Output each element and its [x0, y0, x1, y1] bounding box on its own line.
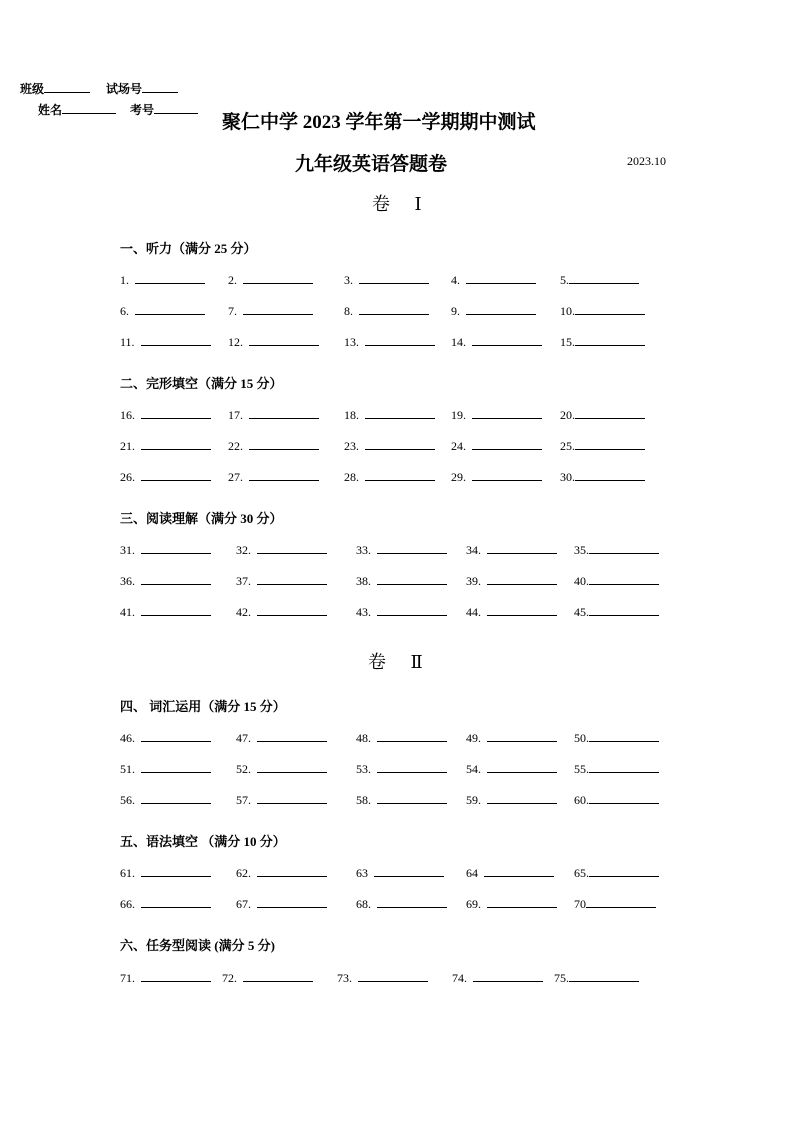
answer-item: [451, 271, 536, 288]
answer-blank[interactable]: [589, 791, 659, 804]
answer-item: [236, 864, 327, 881]
answer-blank[interactable]: [141, 437, 211, 450]
question-number: 52.: [236, 762, 251, 776]
answer-item: [120, 333, 211, 350]
answer-blank[interactable]: [249, 406, 319, 419]
question-number: 66.: [120, 897, 135, 911]
answer-item: [120, 729, 211, 746]
answer-item: [120, 468, 211, 485]
answer-item: [560, 271, 639, 288]
question-number: 21.: [120, 439, 135, 453]
question-number: 36.: [120, 574, 135, 588]
answer-item: [560, 406, 645, 423]
section-heading: 六、任务型阅读 (满分 5 分): [120, 938, 275, 953]
answer-blank[interactable]: [358, 969, 428, 982]
answer-blank[interactable]: [569, 969, 639, 982]
question-number: 12.: [228, 335, 243, 349]
answer-item: [356, 895, 447, 912]
answer-item: [466, 541, 557, 558]
answer-item: [554, 969, 639, 986]
room-label: 试场号: [106, 82, 143, 96]
section-heading: 五、语法填空 （满分 10 分）: [120, 834, 286, 849]
answer-item: [574, 760, 659, 777]
answer-blank[interactable]: [377, 541, 447, 554]
class-blank[interactable]: [44, 80, 90, 93]
answer-item: [344, 437, 435, 454]
answer-blank[interactable]: [141, 729, 211, 742]
answer-blank[interactable]: [487, 760, 557, 773]
answer-item: [452, 969, 543, 986]
answer-blank[interactable]: [377, 791, 447, 804]
answer-blank[interactable]: [257, 760, 327, 773]
answer-blank[interactable]: [589, 603, 659, 616]
answer-item: [120, 302, 205, 319]
answer-item: [120, 760, 211, 777]
question-number: 54.: [466, 762, 481, 776]
answer-item: [466, 895, 557, 912]
question-number: 24.: [451, 439, 466, 453]
answer-item: [222, 969, 313, 986]
question-number: 6.: [120, 304, 129, 318]
answer-item: [574, 864, 659, 881]
answer-item: [344, 271, 429, 288]
answer-row: [120, 729, 700, 745]
answer-blank[interactable]: [487, 895, 557, 908]
answer-item: [560, 302, 645, 319]
answer-row: [120, 541, 700, 557]
answer-blank[interactable]: [487, 541, 557, 554]
answer-row: [120, 406, 700, 422]
answer-blank[interactable]: [487, 729, 557, 742]
question-number: 53.: [356, 762, 371, 776]
volume-1-heading: 卷 Ⅰ: [372, 194, 432, 214]
question-number: 49.: [466, 731, 481, 745]
answer-blank[interactable]: [377, 760, 447, 773]
answer-blank[interactable]: [589, 864, 659, 877]
answer-blank[interactable]: [249, 437, 319, 450]
question-number: 16.: [120, 408, 135, 422]
answer-row: [120, 760, 700, 776]
answer-blank[interactable]: [141, 333, 211, 346]
answer-blank[interactable]: [377, 572, 447, 585]
question-number: 31.: [120, 543, 135, 557]
answer-blank[interactable]: [589, 760, 659, 773]
answer-blank[interactable]: [243, 969, 313, 982]
class-field[interactable]: [20, 80, 178, 97]
answer-blank[interactable]: [487, 791, 557, 804]
page-subtitle: 九年级英语答题卷: [295, 154, 448, 175]
answer-item: [356, 791, 447, 808]
question-number: 3.: [344, 273, 353, 287]
answer-item: [451, 302, 536, 319]
answer-row: [120, 271, 700, 287]
answer-item: [236, 895, 327, 912]
question-number: 55.: [574, 762, 589, 776]
question-number: 69.: [466, 897, 481, 911]
question-number: 15.: [560, 335, 575, 349]
answer-item: [120, 603, 211, 620]
answer-item: [466, 791, 557, 808]
question-number: 51.: [120, 762, 135, 776]
answer-item: [236, 572, 327, 589]
answer-item: [451, 437, 542, 454]
answer-item: [236, 729, 327, 746]
question-number: 32.: [236, 543, 251, 557]
question-number: 63: [356, 866, 368, 880]
question-number: 60.: [574, 793, 589, 807]
question-number: 26.: [120, 470, 135, 484]
answer-item: [344, 333, 435, 350]
answer-blank[interactable]: [243, 271, 313, 284]
question-number: 59.: [466, 793, 481, 807]
question-number: 40.: [574, 574, 589, 588]
question-number: 7.: [228, 304, 237, 318]
answer-blank[interactable]: [466, 302, 536, 315]
answer-blank[interactable]: [472, 468, 542, 481]
answer-item: [236, 541, 327, 558]
answer-blank[interactable]: [487, 603, 557, 616]
question-number: 75.: [554, 971, 569, 985]
answer-item: [228, 333, 319, 350]
name-blank[interactable]: [62, 101, 116, 114]
question-number: 44.: [466, 605, 481, 619]
answer-item: [466, 729, 557, 746]
answer-row: [120, 437, 700, 453]
answer-blank[interactable]: [586, 895, 656, 908]
answer-item: [466, 603, 557, 620]
question-number: 46.: [120, 731, 135, 745]
answer-row: [120, 969, 700, 985]
question-number: 72.: [222, 971, 237, 985]
answer-item: [466, 572, 557, 589]
section-heading: 四、 词汇运用（满分 15 分）: [120, 699, 286, 714]
room-blank[interactable]: [142, 80, 178, 93]
question-number: 27.: [228, 470, 243, 484]
answer-item: [228, 302, 313, 319]
question-number: 41.: [120, 605, 135, 619]
answer-item: [120, 895, 211, 912]
question-number: 58.: [356, 793, 371, 807]
answer-item: [120, 572, 211, 589]
question-number: 22.: [228, 439, 243, 453]
answer-blank[interactable]: [575, 333, 645, 346]
answer-blank[interactable]: [472, 333, 542, 346]
answer-blank[interactable]: [249, 333, 319, 346]
answer-item: [574, 572, 659, 589]
question-number: 28.: [344, 470, 359, 484]
answer-blank[interactable]: [377, 603, 447, 616]
answer-blank[interactable]: [472, 437, 542, 450]
answer-blank[interactable]: [141, 760, 211, 773]
answer-item: [574, 541, 659, 558]
answer-blank[interactable]: [365, 406, 435, 419]
question-number: 1.: [120, 273, 129, 287]
answer-item: [120, 864, 211, 881]
question-number: 74.: [452, 971, 467, 985]
answer-item: [228, 437, 319, 454]
answer-item: [574, 603, 659, 620]
answer-blank[interactable]: [135, 302, 205, 315]
section-heading: 一、听力（满分 25 分）: [120, 241, 257, 256]
answer-blank[interactable]: [257, 895, 327, 908]
question-number: 37.: [236, 574, 251, 588]
answer-item: [466, 760, 557, 777]
exam-date: 2023.10: [627, 154, 666, 168]
answer-item: [574, 791, 659, 808]
answer-blank[interactable]: [487, 572, 557, 585]
answer-blank[interactable]: [243, 302, 313, 315]
answer-item: [574, 895, 656, 912]
answer-blank[interactable]: [589, 572, 659, 585]
question-number: 19.: [451, 408, 466, 422]
question-number: 56.: [120, 793, 135, 807]
question-number: 38.: [356, 574, 371, 588]
answer-item: [120, 437, 211, 454]
question-number: 47.: [236, 731, 251, 745]
answer-blank[interactable]: [365, 333, 435, 346]
question-number: 35.: [574, 543, 589, 557]
answer-item: [356, 603, 447, 620]
section-heading: 二、完形填空（满分 15 分）: [120, 376, 283, 391]
answer-row: [120, 302, 700, 318]
answer-blank[interactable]: [141, 406, 211, 419]
answer-item: [356, 729, 447, 746]
answer-blank[interactable]: [141, 969, 211, 982]
answer-blank[interactable]: [141, 791, 211, 804]
answer-item: [236, 791, 327, 808]
question-number: 23.: [344, 439, 359, 453]
answer-item: [228, 468, 319, 485]
question-number: 62.: [236, 866, 251, 880]
question-number: 4.: [451, 273, 460, 287]
answer-blank[interactable]: [141, 541, 211, 554]
section-heading: 三、阅读理解（满分 30 分）: [120, 511, 283, 526]
exam-no-blank[interactable]: [154, 101, 198, 114]
name-label: 姓名: [38, 103, 63, 117]
question-number: 18.: [344, 408, 359, 422]
answer-blank[interactable]: [575, 302, 645, 315]
answer-blank[interactable]: [484, 864, 554, 877]
answer-blank[interactable]: [257, 791, 327, 804]
question-number: 29.: [451, 470, 466, 484]
question-number: 17.: [228, 408, 243, 422]
answer-blank[interactable]: [575, 406, 645, 419]
question-number: 33.: [356, 543, 371, 557]
answer-blank[interactable]: [141, 864, 211, 877]
volume-2-heading: 卷 Ⅱ: [368, 652, 433, 672]
answer-row: [120, 864, 700, 880]
question-number: 8.: [344, 304, 353, 318]
answer-row: [120, 572, 700, 588]
answer-blank[interactable]: [575, 437, 645, 450]
answer-item: [120, 791, 211, 808]
answer-item: [560, 468, 645, 485]
answer-item: [560, 437, 645, 454]
answer-item: [228, 406, 319, 423]
answer-blank[interactable]: [472, 406, 542, 419]
answer-blank[interactable]: [589, 541, 659, 554]
answer-item: [344, 468, 435, 485]
answer-item: [120, 406, 211, 423]
question-number: 71.: [120, 971, 135, 985]
page-title: 聚仁中学 2023 学年第一学期期中测试: [222, 112, 536, 133]
question-number: 67.: [236, 897, 251, 911]
answer-blank[interactable]: [365, 468, 435, 481]
exam-no-label: 考号: [130, 103, 155, 117]
answer-blank[interactable]: [257, 572, 327, 585]
answer-blank[interactable]: [575, 468, 645, 481]
question-number: 48.: [356, 731, 371, 745]
answer-blank[interactable]: [569, 271, 639, 284]
answer-item: [344, 406, 435, 423]
class-label: 班级: [20, 82, 45, 96]
question-number: 10.: [560, 304, 575, 318]
answer-blank[interactable]: [141, 572, 211, 585]
question-number: 30.: [560, 470, 575, 484]
question-number: 2.: [228, 273, 237, 287]
answer-row: [120, 791, 700, 807]
answer-blank[interactable]: [374, 864, 444, 877]
question-number: 13.: [344, 335, 359, 349]
question-number: 14.: [451, 335, 466, 349]
question-number: 65.: [574, 866, 589, 880]
answer-item: [356, 541, 447, 558]
question-number: 68.: [356, 897, 371, 911]
answer-item: [120, 969, 211, 986]
answer-item: [451, 468, 542, 485]
question-number: 11.: [120, 335, 135, 349]
answer-blank[interactable]: [473, 969, 543, 982]
answer-item: [574, 729, 659, 746]
answer-blank[interactable]: [257, 864, 327, 877]
answer-blank[interactable]: [359, 302, 429, 315]
answer-blank[interactable]: [135, 271, 205, 284]
answer-blank[interactable]: [249, 468, 319, 481]
answer-blank[interactable]: [141, 468, 211, 481]
answer-item: [344, 302, 429, 319]
answer-item: [451, 406, 542, 423]
answer-item: [337, 969, 428, 986]
answer-row: [120, 603, 700, 619]
answer-blank[interactable]: [257, 541, 327, 554]
answer-item: [356, 572, 447, 589]
question-number: 39.: [466, 574, 481, 588]
answer-row: [120, 333, 700, 349]
answer-row: [120, 895, 700, 911]
answer-blank[interactable]: [359, 271, 429, 284]
answer-blank[interactable]: [257, 603, 327, 616]
question-number: 20.: [560, 408, 575, 422]
question-number: 61.: [120, 866, 135, 880]
question-number: 43.: [356, 605, 371, 619]
answer-blank[interactable]: [377, 729, 447, 742]
answer-item: [466, 864, 554, 881]
question-number: 73.: [337, 971, 352, 985]
question-number: 5.: [560, 273, 569, 287]
question-number: 45.: [574, 605, 589, 619]
answer-blank[interactable]: [141, 895, 211, 908]
answer-item: [560, 333, 645, 350]
answer-blank[interactable]: [141, 603, 211, 616]
answer-item: [451, 333, 542, 350]
question-number: 34.: [466, 543, 481, 557]
answer-row: [120, 468, 700, 484]
question-number: 64: [466, 866, 478, 880]
answer-item: [228, 271, 313, 288]
name-field[interactable]: [38, 101, 198, 118]
question-number: 70: [574, 897, 586, 911]
question-number: 9.: [451, 304, 460, 318]
answer-item: [120, 541, 211, 558]
answer-blank[interactable]: [377, 895, 447, 908]
question-number: 50.: [574, 731, 589, 745]
answer-item: [120, 271, 205, 288]
question-number: 57.: [236, 793, 251, 807]
question-number: 25.: [560, 439, 575, 453]
answer-item: [356, 864, 444, 881]
answer-item: [356, 760, 447, 777]
answer-blank[interactable]: [466, 271, 536, 284]
answer-blank[interactable]: [589, 729, 659, 742]
answer-blank[interactable]: [257, 729, 327, 742]
question-number: 42.: [236, 605, 251, 619]
answer-item: [236, 760, 327, 777]
answer-item: [236, 603, 327, 620]
answer-blank[interactable]: [365, 437, 435, 450]
